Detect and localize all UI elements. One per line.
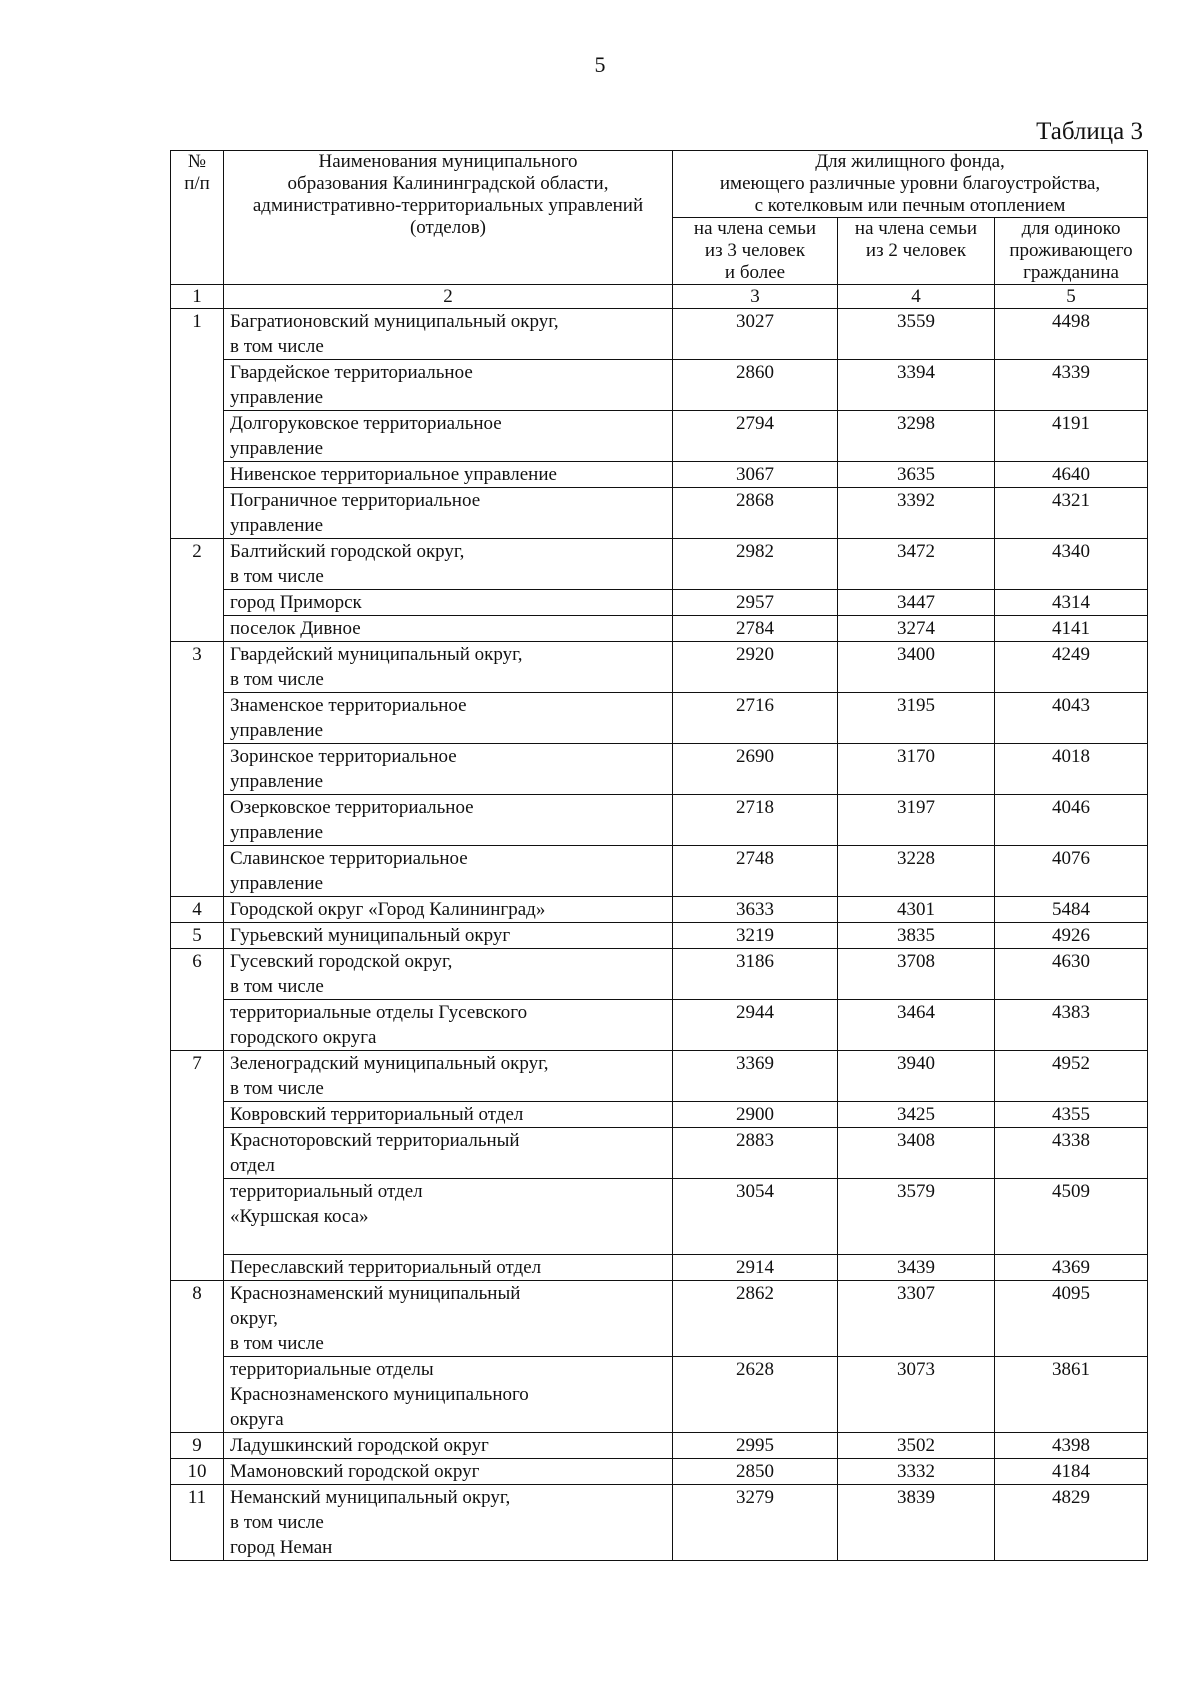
- value-single: 4355: [995, 1102, 1148, 1128]
- name-line: в том числе: [230, 1078, 324, 1099]
- value-2persons: 3400: [838, 642, 995, 693]
- value-single: 4339: [995, 360, 1148, 411]
- value-2persons: 3197: [838, 795, 995, 846]
- value-single: 4095: [995, 1281, 1148, 1357]
- value-2persons: 3579: [838, 1179, 995, 1255]
- name-line: поселок Дивное: [230, 618, 361, 639]
- municipality-name: [224, 1433, 673, 1459]
- table-row: [171, 744, 1148, 795]
- municipality-name: [224, 1281, 673, 1357]
- name-line: Гвардейское территориальное: [230, 362, 473, 383]
- name-line: в том числе: [230, 336, 324, 357]
- name-line: в том числе: [230, 976, 324, 997]
- value-single: 4829: [995, 1485, 1148, 1561]
- name-line: Зоринское территориальное: [230, 746, 457, 767]
- name-line: Озерковское территориальное: [230, 797, 474, 818]
- municipality-name: [224, 1357, 673, 1433]
- value-single: 4340: [995, 539, 1148, 590]
- row-number: 6: [171, 949, 224, 1051]
- header-group: Для жилищного фонда, имеющего различные уровни благоустройства, с котелковым или печным отоплением: [673, 151, 1148, 218]
- value-single: 5484: [995, 897, 1148, 923]
- row-number: 5: [171, 923, 224, 949]
- name-line: Ковровский территориальный отдел: [230, 1104, 524, 1125]
- value-single: 4141: [995, 616, 1148, 642]
- row-number: 10: [171, 1459, 224, 1485]
- name-line: Краснознаменский муниципальный: [230, 1283, 521, 1304]
- row-number: 9: [171, 1433, 224, 1459]
- name-line: отдел: [230, 1155, 275, 1176]
- table-row: [171, 1485, 1148, 1561]
- table-row: [171, 1459, 1148, 1485]
- value-2persons: 3298: [838, 411, 995, 462]
- table-row: [171, 1000, 1148, 1051]
- municipality-name: [224, 411, 673, 462]
- name-line: Городской округ «Город Калининград»: [230, 899, 546, 920]
- header-col5: для одиноко проживающего гражданина: [995, 218, 1148, 285]
- header-col4: на члена семьи из 2 человек: [838, 218, 995, 285]
- value-2persons: 3708: [838, 949, 995, 1000]
- value-3plus: 3219: [673, 923, 838, 949]
- table-row: [171, 897, 1148, 923]
- name-line: в том числе: [230, 1333, 324, 1354]
- value-3plus: 2862: [673, 1281, 838, 1357]
- table-row: [171, 488, 1148, 539]
- name-line: Славинское территориальное: [230, 848, 468, 869]
- header-name: Наименования муниципального образования Калининградской области, административно-территориальных управлений (отделов): [224, 151, 673, 285]
- table-row: [171, 1179, 1148, 1255]
- value-2persons: 4301: [838, 897, 995, 923]
- table-row: [171, 1281, 1148, 1357]
- column-index: 5: [995, 285, 1148, 309]
- value-single: 4018: [995, 744, 1148, 795]
- value-single: 4498: [995, 309, 1148, 360]
- value-2persons: 3839: [838, 1485, 995, 1561]
- table-row: [171, 616, 1148, 642]
- row-number: 2: [171, 539, 224, 642]
- value-single: 4043: [995, 693, 1148, 744]
- value-3plus: 3633: [673, 897, 838, 923]
- name-line: Ладушкинский городской округ: [230, 1435, 489, 1456]
- value-2persons: 3447: [838, 590, 995, 616]
- table-row: [171, 1102, 1148, 1128]
- table-row: [171, 1357, 1148, 1433]
- value-2persons: 3835: [838, 923, 995, 949]
- header-num: № п/п: [171, 151, 224, 285]
- value-3plus: 2718: [673, 795, 838, 846]
- municipality-name: [224, 1128, 673, 1179]
- name-line: Пограничное территориальное: [230, 490, 481, 511]
- municipality-name: [224, 590, 673, 616]
- table-row: [171, 590, 1148, 616]
- table-row: [171, 949, 1148, 1000]
- value-single: 4249: [995, 642, 1148, 693]
- municipality-name: [224, 488, 673, 539]
- municipality-name: [224, 846, 673, 897]
- value-single: 4076: [995, 846, 1148, 897]
- value-2persons: 3195: [838, 693, 995, 744]
- value-2persons: 3170: [838, 744, 995, 795]
- row-number: 7: [171, 1051, 224, 1281]
- value-3plus: 2920: [673, 642, 838, 693]
- name-line: Неманский муниципальный округ,: [230, 1487, 511, 1508]
- table-row: [171, 360, 1148, 411]
- value-3plus: 3054: [673, 1179, 838, 1255]
- value-3plus: 2794: [673, 411, 838, 462]
- value-2persons: 3307: [838, 1281, 995, 1357]
- name-line: территориальные отделы: [230, 1359, 434, 1380]
- municipality-name: [224, 616, 673, 642]
- table-row: [171, 846, 1148, 897]
- value-2persons: 3332: [838, 1459, 995, 1485]
- table-row: [171, 539, 1148, 590]
- value-3plus: 2850: [673, 1459, 838, 1485]
- name-line: Гурьевский муниципальный округ: [230, 925, 511, 946]
- value-2persons: 3559: [838, 309, 995, 360]
- municipality-name: [224, 642, 673, 693]
- name-line: Мамоновский городской округ: [230, 1461, 480, 1482]
- municipality-name: [224, 539, 673, 590]
- value-single: 4630: [995, 949, 1148, 1000]
- value-2persons: 3425: [838, 1102, 995, 1128]
- name-line: Гвардейский муниципальный округ,: [230, 644, 523, 665]
- table-caption: Таблица 3: [1036, 118, 1143, 145]
- name-line: округ,: [230, 1308, 278, 1329]
- row-number: 3: [171, 642, 224, 897]
- value-2persons: 3502: [838, 1433, 995, 1459]
- name-line: территориальные отделы Гусевского: [230, 1002, 528, 1023]
- name-line: в том числе: [230, 566, 324, 587]
- name-line: Багратионовский муниципальный округ,: [230, 311, 559, 332]
- municipality-name: [224, 923, 673, 949]
- name-line: город Неман: [230, 1537, 333, 1558]
- column-index: 1: [171, 285, 224, 309]
- tariff-table: [170, 150, 1148, 1561]
- value-single: 4926: [995, 923, 1148, 949]
- name-line: Зеленоградский муниципальный округ,: [230, 1053, 549, 1074]
- value-2persons: 3472: [838, 539, 995, 590]
- value-single: 4321: [995, 488, 1148, 539]
- value-3plus: 2944: [673, 1000, 838, 1051]
- value-3plus: 3067: [673, 462, 838, 488]
- table-row: [171, 411, 1148, 462]
- value-3plus: 2860: [673, 360, 838, 411]
- row-number: 1: [171, 309, 224, 539]
- value-2persons: 3392: [838, 488, 995, 539]
- municipality-name: [224, 1051, 673, 1102]
- municipality-name: [224, 462, 673, 488]
- name-line: город Приморск: [230, 592, 362, 613]
- value-2persons: 3274: [838, 616, 995, 642]
- name-line: округа: [230, 1409, 284, 1430]
- municipality-name: [224, 1102, 673, 1128]
- value-3plus: 2957: [673, 590, 838, 616]
- table-row: [171, 462, 1148, 488]
- value-single: 4398: [995, 1433, 1148, 1459]
- name-line: управление: [230, 438, 324, 459]
- name-line: территориальный отдел: [230, 1181, 423, 1202]
- value-3plus: 2982: [673, 539, 838, 590]
- header-col3: на члена семьи из 3 человек и более: [673, 218, 838, 285]
- table-row: [171, 1433, 1148, 1459]
- municipality-name: [224, 1255, 673, 1281]
- value-single: 4952: [995, 1051, 1148, 1102]
- value-3plus: 2883: [673, 1128, 838, 1179]
- value-single: 4191: [995, 411, 1148, 462]
- municipality-name: [224, 897, 673, 923]
- row-number: 4: [171, 897, 224, 923]
- municipality-name: [224, 693, 673, 744]
- name-line: управление: [230, 822, 324, 843]
- column-index: 4: [838, 285, 995, 309]
- table-row: [171, 795, 1148, 846]
- name-line: в том числе: [230, 669, 324, 690]
- value-2persons: 3635: [838, 462, 995, 488]
- table-row: [171, 1128, 1148, 1179]
- value-3plus: 3186: [673, 949, 838, 1000]
- value-single: 4338: [995, 1128, 1148, 1179]
- value-3plus: 2748: [673, 846, 838, 897]
- value-2persons: 3940: [838, 1051, 995, 1102]
- municipality-name: [224, 360, 673, 411]
- value-2persons: 3228: [838, 846, 995, 897]
- value-single: 4509: [995, 1179, 1148, 1255]
- value-2persons: 3439: [838, 1255, 995, 1281]
- value-3plus: 2690: [673, 744, 838, 795]
- municipality-name: [224, 1000, 673, 1051]
- value-3plus: 3027: [673, 309, 838, 360]
- value-2persons: 3394: [838, 360, 995, 411]
- name-line: Гусевский городской округ,: [230, 951, 453, 972]
- table-row: [171, 309, 1148, 360]
- municipality-name: [224, 949, 673, 1000]
- header-row-top: [171, 151, 1148, 218]
- table-row: [171, 642, 1148, 693]
- page-number: 5: [594, 52, 606, 77]
- column-index: 3: [673, 285, 838, 309]
- name-line: управление: [230, 873, 324, 894]
- name-line: управление: [230, 515, 324, 536]
- table-row: [171, 1051, 1148, 1102]
- name-line: в том числе: [230, 1512, 324, 1533]
- column-index-row: [171, 285, 1148, 309]
- value-single: 4314: [995, 590, 1148, 616]
- value-single: 4640: [995, 462, 1148, 488]
- value-3plus: 2784: [673, 616, 838, 642]
- value-2persons: 3408: [838, 1128, 995, 1179]
- value-3plus: 2628: [673, 1357, 838, 1433]
- municipality-name: [224, 795, 673, 846]
- municipality-name: [224, 309, 673, 360]
- name-line: Балтийский городской округ,: [230, 541, 465, 562]
- value-3plus: 2868: [673, 488, 838, 539]
- table-row: [171, 693, 1148, 744]
- table-row: [171, 923, 1148, 949]
- name-line: Долгоруковское территориальное: [230, 413, 502, 434]
- name-line: Знаменское территориальное: [230, 695, 467, 716]
- municipality-name: [224, 1485, 673, 1561]
- name-line: Красноторовский территориальный: [230, 1130, 520, 1151]
- name-line: управление: [230, 771, 324, 792]
- name-line: городского округа: [230, 1027, 377, 1048]
- row-number: 8: [171, 1281, 224, 1433]
- name-line: Краснознаменского муниципального: [230, 1384, 529, 1405]
- name-line: Переславский территориальный отдел: [230, 1257, 542, 1278]
- value-3plus: 2914: [673, 1255, 838, 1281]
- table-row: [171, 1255, 1148, 1281]
- value-single: 4184: [995, 1459, 1148, 1485]
- municipality-name: [224, 744, 673, 795]
- value-3plus: 2900: [673, 1102, 838, 1128]
- column-index: 2: [224, 285, 673, 309]
- value-single: 4046: [995, 795, 1148, 846]
- value-single: 4383: [995, 1000, 1148, 1051]
- row-number: 11: [171, 1485, 224, 1561]
- value-3plus: 3279: [673, 1485, 838, 1561]
- value-3plus: 3369: [673, 1051, 838, 1102]
- name-line: «Куршская коса»: [230, 1206, 369, 1227]
- name-line: управление: [230, 720, 324, 741]
- municipality-name: [224, 1459, 673, 1485]
- value-single: 4369: [995, 1255, 1148, 1281]
- table-body: [171, 309, 1148, 1561]
- value-2persons: 3464: [838, 1000, 995, 1051]
- municipality-name: [224, 1179, 673, 1255]
- value-2persons: 3073: [838, 1357, 995, 1433]
- name-line: [230, 1229, 672, 1254]
- name-line: управление: [230, 387, 324, 408]
- value-3plus: 2995: [673, 1433, 838, 1459]
- value-single: 3861: [995, 1357, 1148, 1433]
- value-3plus: 2716: [673, 693, 838, 744]
- name-line: Нивенское территориальное управление: [230, 464, 557, 485]
